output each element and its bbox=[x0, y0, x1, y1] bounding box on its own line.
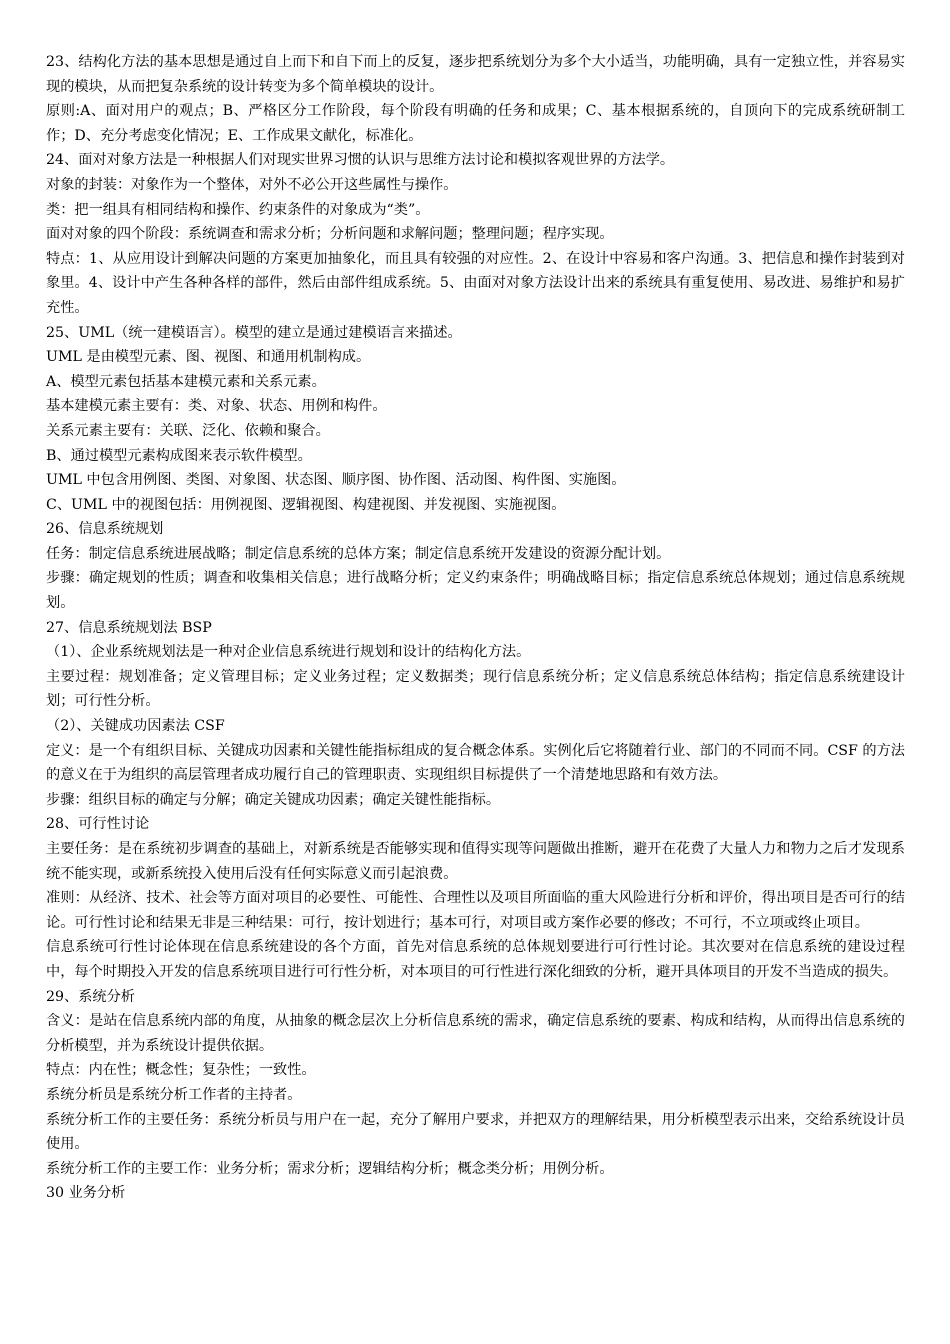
paragraph-uml-model-elements: A、模型元素包括基本建模元素和关系元素。 bbox=[46, 373, 326, 390]
paragraph-analysis-tasks: 系统分析工作的主要任务：系统分析员与用户在一起，充分了解用户要求，并把双方的理解结果，用分析模型表示出来，交给系统设计员使用。 bbox=[46, 1111, 905, 1153]
paragraph-24-object-oriented: 24、面对对象方法是一种根据人们对现实世界习惯的认识与思维方法讨论和模拟客观世界的方法学。 bbox=[46, 152, 675, 169]
paragraph-oo-phases: 面对对象的四个阶段：系统调查和需求分析；分析问题和求解问题；整理问题；程序实现。 bbox=[46, 226, 614, 243]
paragraph-planning-tasks: 任务：制定信息系统进展战略；制定信息系统的总体方案；制定信息系统开发建设的资源分配计划。 bbox=[46, 545, 671, 562]
paragraph-relation-elements: 关系元素主要有：关联、泛化、依赖和聚合。 bbox=[46, 422, 330, 439]
paragraph-oo-features: 特点：1、从应用设计到解决问题的方案更加抽象化，而且具有较强的对应性。2、在设计中容易和客户沟通。3、把信息和操作封装到对象里。4、设计中产生各种各样的部件，然后由部件组成系统。5、由面对对象方法设计出来的系统具有重复使用、易改进、易维护和易扩充性。 bbox=[46, 250, 905, 316]
paragraph-analysis-meaning: 含义：是站在信息系统内部的角度，从抽象的概念层次上分析信息系统的需求，确定信息系统的要素、构成和结构，从而得出信息系统的分析模型，并为系统设计提供依据。 bbox=[46, 1013, 905, 1054]
paragraph-feasibility-criteria: 准则：从经济、技术、社会等方面对项目的必要性、可能性、合理性以及项目所面临的重大风险进行分析和评价，得出项目是否可行的结论。可行性讨论和结果无非是三种结果：可行，按计划进行；基本可行，对项目或方案作必要的修改；不可行，不立项或终止项目。 bbox=[46, 890, 905, 931]
paragraph-bsp-process: 主要过程：规划准备；定义管理目标；定义业务过程；定义数据类；现行信息系统分析；定义信息系统总体结构；指定信息系统建设计划；可行性分析。 bbox=[46, 668, 905, 710]
paragraph-23-structured-method: 23、结构化方法的基本思想是通过自上而下和自下而上的反复，逐步把系统划分为多个大小适当，功能明确，具有一定独立性，并容易实现的模块，从而把复杂系统的设计转变为多个简单模块的设计。 bbox=[46, 54, 905, 95]
paragraph-basic-elements: 基本建模元素主要有：类、对象、状态、用例和构件。 bbox=[46, 398, 387, 415]
paragraph-analysis-features: 特点：内在性；概念性；复杂性；一致性。 bbox=[46, 1062, 316, 1079]
paragraph-csf-definition: 定义：是一个有组织目标、关键成功因素和关键性能指标组成的复合概念体系。实例化后它将随着行业、部门的不同而不同。CSF 的方法的意义在于为组织的高层管理者成功履行自己的管理职责、实现组织目标提供了一个清楚地思路和有效方法。 bbox=[46, 742, 905, 784]
paragraph-30-business-analysis: 30 业务分析 bbox=[46, 1185, 126, 1202]
paragraph-feasibility-tasks: 主要任务：是在系统初步调查的基础上，对新系统是否能够实现和值得实现等问题做出推断，避开在花费了大量人力和物力之后才发现系统不能实现，或新系统投入使用后没有任何实际意义而引起浪费。 bbox=[46, 841, 905, 882]
paragraph-29-system-analysis: 29、系统分析 bbox=[46, 988, 135, 1005]
paragraph-analyst-role: 系统分析员是系统分析工作者的主持者。 bbox=[46, 1086, 302, 1103]
paragraph-csf-heading: （2）、关键成功因素法 CSF bbox=[46, 718, 225, 735]
paragraph-feasibility-scope: 信息系统可行性讨论体现在信息系统建设的各个方面，首先对信息系统的总体规划要进行可行性讨论。其次要对在信息系统的建设过程中，每个时期投入开发的信息系统项目进行可行性分析，对本项目的可行性进行深化细致的分析，避开具体项目的开发不当造成的损失。 bbox=[46, 939, 905, 980]
paragraph-25-uml: 25、UML（统一建模语言）。模型的建立是通过建模语言来描述。 bbox=[46, 324, 462, 341]
paragraph-bsp-definition: （1）、企业系统规划法是一种对企业信息系统进行规划和设计的结构化方法。 bbox=[46, 644, 531, 661]
paragraph-encapsulation: 对象的封装：对象作为一个整体，对外不必公开这些属性与操作。 bbox=[46, 176, 458, 193]
paragraph-analysis-work: 系统分析工作的主要工作：业务分析；需求分析；逻辑结构分析；概念类分析；用例分析。 bbox=[46, 1160, 614, 1177]
paragraph-26-is-planning: 26、信息系统规划 bbox=[46, 521, 164, 538]
paragraph-structured-principles: 原则:A、面对用户的观点；B、严格区分工作阶段，每个阶段有明确的任务和成果；C、基本根据系统的，自顶向下的完成系统研制工作；D、充分考虑变化情况；E、工作成果文献化，标准化。 bbox=[46, 103, 905, 144]
paragraph-28-feasibility: 28、可行性讨论 bbox=[46, 816, 150, 833]
paragraph-uml-views: C、UML 中的视图包括：用例视图、逻辑视图、构建视图、并发视图、实施视图。 bbox=[46, 496, 566, 513]
paragraph-uml-diagrams-intro: B、通过模型元素构成图来表示软件模型。 bbox=[46, 447, 312, 464]
paragraph-planning-steps: 步骤：确定规划的性质；调查和收集相关信息；进行战略分析；定义约束条件；明确战略目标；指定信息系统总体规划；通过信息系统规划。 bbox=[46, 570, 905, 612]
paragraph-csf-steps: 步骤：组织目标的确定与分解；确定关键成功因素；确定关键性能指标。 bbox=[46, 791, 501, 808]
paragraph-27-bsp: 27、信息系统规划法 BSP bbox=[46, 619, 212, 636]
paragraph-uml-diagrams: UML 中包含用例图、类图、对象图、状态图、顺序图、协作图、活动图、构件图、实施图。 bbox=[46, 472, 626, 489]
paragraph-uml-composition: UML 是由模型元素、图、视图、和通用机制构成。 bbox=[46, 349, 371, 366]
paragraph-class: 类：把一组具有相同结构和操作、约束条件的对象成为“类”。 bbox=[46, 201, 430, 218]
